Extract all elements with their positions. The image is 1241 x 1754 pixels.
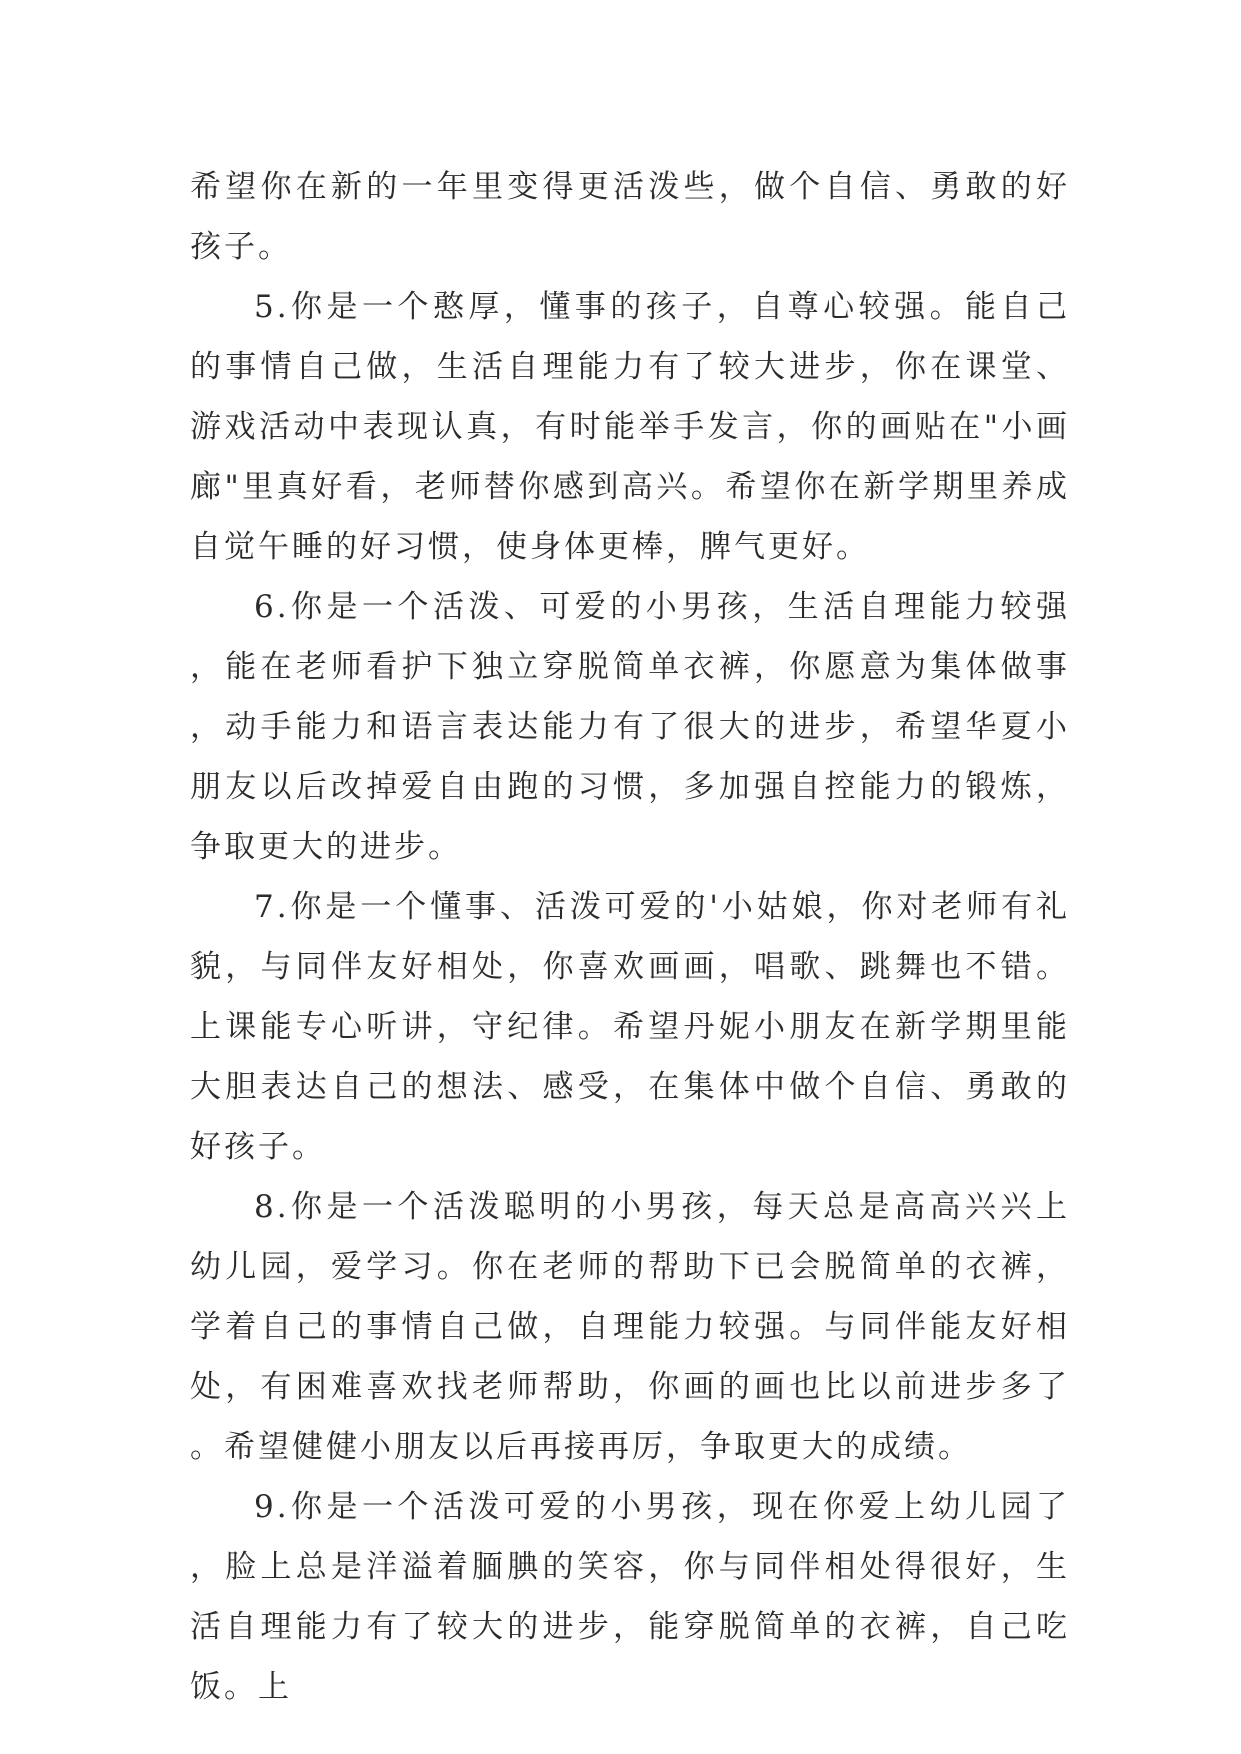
paragraph-item-5: 5.你是一个憨厚，懂事的孩子，自尊心较强。能自己的事情自己做，生活自理能力有了较大进步，你在课堂、游戏活动中表现认真，有时能举手发言，你的画贴在"小画廊"里真好看，老师替你感到高兴。希望你在新学期里养成自觉午睡的好习惯，使身体更棒，脾气更好。 (190, 289, 1070, 565)
document-body (190, 157, 1070, 1717)
paragraph-item-6: 6.你是一个活泼、可爱的小男孩，生活自理能力较强，能在老师看护下独立穿脱简单衣裤，你愿意为集体做事，动手能力和语言表达能力有了很大的进步，希望华夏小朋友以后改掉爱自由跑的习惯，多加强自控能力的锻炼，争取更大的进步。 (190, 589, 1070, 865)
paragraph-item-8: 8.你是一个活泼聪明的小男孩，每天总是高高兴兴上幼儿园，爱学习。你在老师的帮助下已会脱简单的衣裤，学着自己的事情自己做，自理能力较强。与同伴能友好相处，有困难喜欢找老师帮助，你画的画也比以前进步多了。希望健健小朋友以后再接再厉，争取更大的成绩。 (190, 1189, 1070, 1465)
paragraph-continuation: 希望你在新的一年里变得更活泼些，做个自信、勇敢的好孩子。 (190, 169, 1070, 265)
paragraph-item-9: 9.你是一个活泼可爱的小男孩，现在你爱上幼儿园了，脸上总是洋溢着腼腆的笑容，你与同伴相处得很好，生活自理能力有了较大的进步，能穿脱简单的衣裤，自己吃饭。上 (190, 1489, 1070, 1705)
paragraph-item-7: 7.你是一个懂事、活泼可爱的'小姑娘，你对老师有礼貌，与同伴友好相处，你喜欢画画，唱歌、跳舞也不错。上课能专心听讲，守纪律。希望丹妮小朋友在新学期里能大胆表达自己的想法、感受，在集体中做个自信、勇敢的好孩子。 (190, 889, 1070, 1165)
